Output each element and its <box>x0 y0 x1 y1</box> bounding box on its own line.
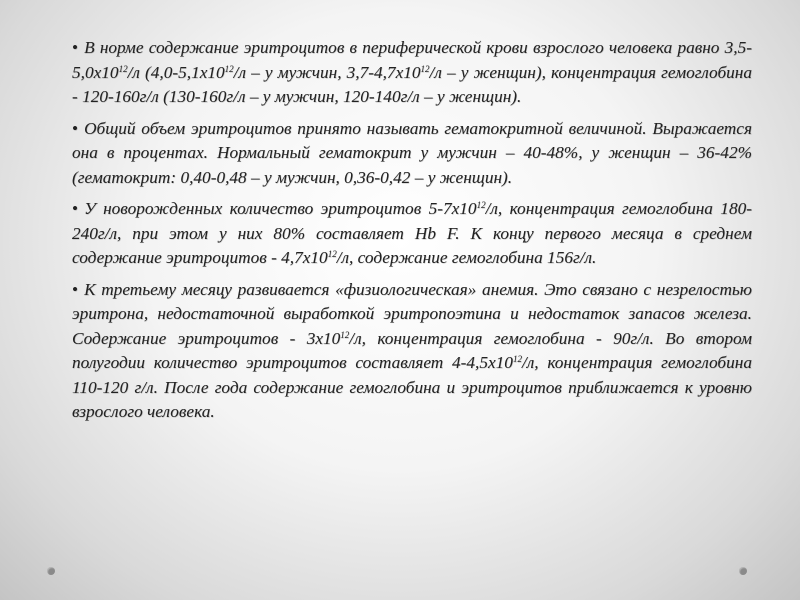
paragraph-text: Общий объем эритроцитов принято называть гематокритной величиной. Выражается она в процентах. Нормальный гематокрит у мужчин – 40-48%, у женщин – 36-42% (гематокрит: 0,40-0,48 – у мужчин, 0,36-0,42 – у женщин). <box>72 118 752 187</box>
exponent: 12 <box>327 249 337 259</box>
paragraph-text: /л (4,0-5,1х10 <box>127 62 225 82</box>
bullet-icon: • <box>72 38 79 57</box>
bullet-icon: • <box>72 279 79 299</box>
paragraph-text: /л, концентрация гемоглобина 180-240г/л, при этом у них 80% составляет Hb F. К концу первого месяца в среднем содержание эритроцитов - 4,7х10 <box>72 199 752 267</box>
exponent: 12 <box>476 200 486 210</box>
left-decor-dot <box>47 567 55 575</box>
exponent: 12 <box>420 63 430 74</box>
slide-content <box>72 36 752 432</box>
paragraph-text: В норме содержание эритроцитов в периферической крови взрослого человека равно 3,5-5,0х10 <box>72 38 752 82</box>
paragraph-text: /л – у женщин), концентрация гемоглобина - 120-160г/л (130-160г/л – у мужчин, 120-140г/л – у женщин). <box>72 62 753 106</box>
exponent: 12 <box>512 354 522 364</box>
exponent: 12 <box>224 63 234 74</box>
paragraph-text: /л, содержание гемоглобина 156г/л. <box>336 248 597 267</box>
paragraph-text: К третьему месяцу развивается «физиологическая» анемия. Это связано с незрелостью эритрона, недостаточной выработкой эритропоэтина и недостаток запасов железа. Содержание эритроцитов - 3х10 <box>72 279 752 348</box>
paragraph-text: У новорожденных количество эритроцитов 5-7х10 <box>84 199 477 218</box>
paragraph-text: /л, концентрация гемоглобина 110-120 г/л. После года содержание гемоглобина и эритроцитов приближается к уровню взрослого человека. <box>72 353 752 421</box>
paragraph-4 <box>72 278 752 425</box>
exponent: 12 <box>340 329 350 340</box>
exponent: 12 <box>118 63 128 74</box>
paragraph-2 <box>72 117 752 191</box>
bullet-icon: • <box>72 199 79 218</box>
bullet-icon: • <box>72 118 79 138</box>
right-decor-dot <box>739 567 747 575</box>
paragraph-text: /л – у мужчин, 3,7-4,7х10 <box>233 62 421 82</box>
paragraph-1 <box>72 36 752 110</box>
paragraph-text: /л, концентрация гемоглобина - 90г/л. Во втором полугодии количество эритроцитов составляет 4-4,5х10 <box>72 328 752 372</box>
paragraph-3 <box>72 197 752 271</box>
